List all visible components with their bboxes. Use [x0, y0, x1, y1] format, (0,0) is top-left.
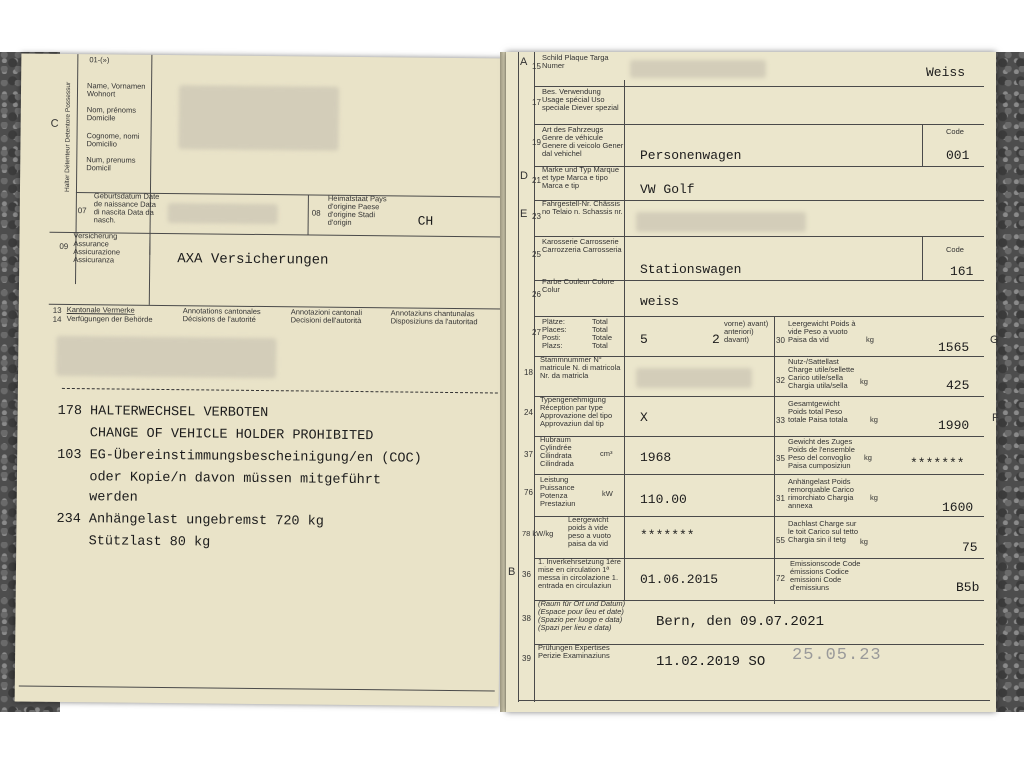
field72-label: Emissionscode Code émissions Codice emissioni Code d'emissiuns: [790, 559, 861, 592]
field14-label: Verfügungen der Behörde: [66, 313, 153, 324]
remark-line: 234 Anhängelast ungebremst 720 kg: [56, 511, 324, 530]
photo-top-border: [0, 0, 1024, 52]
field36-number: 36: [522, 570, 531, 579]
row-num-label: Num, prenums Domicil: [86, 155, 136, 173]
field27-label: Plätze: Places: Posti: Plazs:: [542, 317, 567, 350]
field26-value: weiss: [640, 294, 680, 309]
field31-unit: kg: [870, 493, 878, 502]
redacted-authority-text: [56, 336, 276, 378]
field32-number: 32: [776, 376, 785, 385]
field08-number: 08: [311, 208, 321, 218]
field24-label: Typengenehmigung Réception par type Approvazione del tipo Approvaziun dal tip: [540, 395, 613, 428]
field07-number: 07: [77, 206, 87, 216]
field31-value: 1600: [942, 500, 974, 515]
field30-unit: kg: [866, 335, 874, 344]
photo-bottom-border: [0, 712, 1024, 768]
letter-b: B: [508, 566, 516, 578]
field39-label: Prüfungen Expertises Perizie Examinaziuns: [538, 643, 610, 660]
field55-label: Dachlast Charge sur le toit Carico sul tetto Chargia sin il tetg: [788, 519, 859, 544]
field32-label: Nutz-/Sattellast Charge utile/sellette Carico utile/sella Chargia utila/sella: [788, 357, 855, 390]
field18-number: 18: [524, 368, 533, 377]
field19-label: Art des Fahrzeugs Genre de véhicule Genere di veicolo Gener dal vehichel: [542, 125, 624, 158]
field23-number: 23: [532, 212, 541, 221]
right-page: [506, 52, 999, 712]
field78-number: 78 kW/kg: [522, 529, 554, 538]
field38-number: 38: [522, 614, 531, 623]
field39-number: 39: [522, 654, 531, 663]
field78-label: Leergewicht poids à vide peso a vuoto paisa da vid: [568, 515, 611, 548]
field72-value: B5b: [956, 580, 980, 595]
holder-side-label: Halter Détenteur Detentore Possessur: [63, 81, 73, 193]
field30-label: Leergewicht Poids à vide Peso a vuoto Paisa da vid: [788, 319, 856, 344]
dashed-separator: [62, 388, 498, 395]
redacted-plate: [630, 60, 766, 78]
field23-label: Fahrgestell-Nr. Châssis no Telaio n. Schassis nr.: [542, 199, 623, 216]
section-letter-c: C: [50, 117, 59, 130]
field25-value: Stationswagen: [640, 262, 742, 277]
field26-label: Farbe Couleur Colore Colur: [542, 277, 615, 294]
field13-label: Kantonale Vermerke: [66, 304, 135, 315]
field19-number: 19: [532, 138, 541, 147]
field33-unit: kg: [870, 415, 878, 424]
field24-value: X: [640, 410, 648, 425]
field27-total-label: Total Total Totale Total: [592, 317, 613, 350]
field37-value: 1968: [640, 450, 672, 465]
field08-value: CH: [417, 213, 434, 229]
field21-number: 21: [532, 176, 541, 185]
field14-number: 14: [52, 314, 62, 324]
annotations-rm: Annotaziuns chantunalas Disposiziuns da l'autoritad: [390, 308, 478, 327]
field17-label: Bes. Verwendung Usage spécial Uso speciale Diever spezial: [542, 87, 619, 112]
field25-number: 25: [532, 250, 541, 259]
field15-value: Weiss: [926, 65, 966, 80]
field30-number: 30: [776, 336, 785, 345]
field36-value: 01.06.2015: [640, 572, 719, 587]
redacted-chassis: [636, 212, 806, 232]
remark-line: 103 EG-Übereinstimmungsbescheinigung/en (COC): [57, 447, 422, 467]
field39-value: 11.02.2019 SO: [656, 654, 766, 670]
field35-number: 35: [776, 454, 785, 463]
remark-line: Stützlast 80 kg: [56, 533, 211, 551]
field55-value: 75: [962, 540, 978, 555]
field36-label: 1. Inverkehrsetzung 1ère mise en circulation 1ª messa in circolazione 1. entrada en circulaziun: [538, 557, 621, 590]
field19-code-label: Code: [946, 127, 964, 136]
field76-number: 76: [524, 488, 533, 497]
field55-unit: kg: [860, 537, 868, 546]
field21-value: VW Golf: [640, 182, 695, 197]
holder-marker: 01-(»): [89, 55, 110, 65]
letter-d: D: [520, 170, 528, 182]
field30-value: 1565: [938, 340, 970, 355]
field09-value: AXA Versicherungen: [177, 251, 329, 269]
field76-unit: kW: [602, 489, 613, 498]
field31-label: Anhängelast Poids remorquable Carico rimorchiato Chargia annexa: [788, 477, 854, 510]
field15-label: Schild Plaque Targa Numer: [542, 53, 609, 70]
field27-value: 5: [640, 332, 648, 347]
field32-unit: kg: [860, 377, 868, 386]
field09-label: Versicherung Assurance Assicurazione Assicuranza: [73, 231, 121, 265]
row-cognome-label: Cognome, nomi Domicilio: [86, 131, 140, 149]
field15-number: 15: [532, 62, 541, 71]
redacted-birthdate: [168, 203, 278, 224]
annotations-it: Annotazioni cantonali Decisioni dell'autorità: [290, 307, 363, 326]
field25-code: 161: [950, 264, 974, 279]
row-name-label: Name, Vornamen Wohnort: [86, 81, 146, 99]
field17-number: 17: [532, 98, 541, 107]
field35-unit: kg: [864, 453, 872, 462]
field19-code: 001: [946, 148, 970, 163]
field27-front-value: 2: [712, 332, 720, 347]
field31-number: 31: [776, 494, 785, 503]
left-page: [15, 53, 506, 706]
field35-label: Gewicht des Zuges Poids de l'ensemble Peso del convoglio Paisa cumposiziun: [788, 437, 855, 470]
field78-value: *******: [640, 528, 695, 543]
field19-value: Personenwagen: [640, 148, 742, 163]
field72-number: 72: [776, 574, 785, 583]
inspection-stamp: 25.05.23: [792, 646, 882, 665]
field55-number: 55: [776, 536, 785, 545]
letter-e: E: [520, 208, 528, 220]
remarks-block: [56, 400, 422, 556]
field33-value: 1990: [938, 418, 970, 433]
field08-label: Heimatstaat Pays d'origine Paese d'origine Stadi d'origin: [327, 193, 387, 227]
remark-line: 178 HALTERWECHSEL VERBOTEN: [57, 403, 269, 422]
field38-label: (Raum für Ort und Datum) (Espace pour lieu et date) (Spazio per luogo e data) (Spazi per lieu e data): [538, 599, 626, 632]
field32-value: 425: [946, 378, 970, 393]
annotations-fr: Annotations cantonales Décisions de l'autorité: [182, 306, 261, 324]
remark-line: oder Kopie/n davon müssen mitgeführt: [56, 469, 382, 489]
field38-value: Bern, den 09.07.2021: [656, 614, 825, 630]
field76-value: 110.00: [640, 492, 687, 507]
field25-label: Karosserie Carrosserie Carrozzeria Carrosseria: [542, 237, 622, 254]
letter-a: A: [520, 56, 528, 68]
letter-f: F: [992, 412, 999, 424]
row-nom-label: Nom, prénoms Domicile: [86, 105, 137, 123]
field33-number: 33: [776, 416, 785, 425]
field37-label: Hubraum Cylindrée Cilindrata Cilindrada: [540, 435, 574, 468]
field37-number: 37: [524, 450, 533, 459]
field25-code-label: Code: [946, 245, 964, 254]
field33-label: Gesamtgewicht Poids total Peso totale Paisa totala: [788, 399, 848, 424]
redacted-matricule: [636, 368, 752, 388]
field37-unit: cm³: [600, 449, 613, 458]
field27-number: 27: [532, 328, 541, 337]
field09-number: 09: [59, 241, 69, 251]
field13-number: 13: [52, 305, 62, 315]
field26-number: 26: [532, 290, 541, 299]
field21-label: Marke und Typ Marque et type Marca e tipo Marca e tip: [542, 165, 619, 190]
field76-label: Leistung Puissance Potenza Prestaziun: [540, 475, 576, 508]
field24-number: 24: [524, 408, 533, 417]
field18-label: Stammnummer N° matricule N. di matricola Nr. da matricla: [540, 355, 621, 380]
field27-front-label: vorne) avant) anteriori) davant): [724, 319, 769, 344]
redacted-holder-name: [178, 85, 339, 151]
field07-label: Geburtsdatum Date de naissance Data di nascita Data da nasch.: [93, 191, 160, 225]
remark-line: werden: [56, 489, 138, 506]
field35-value: *******: [910, 456, 965, 471]
letter-g: G: [990, 334, 999, 346]
remark-line: CHANGE OF VEHICLE HOLDER PROHIBITED: [57, 425, 374, 445]
